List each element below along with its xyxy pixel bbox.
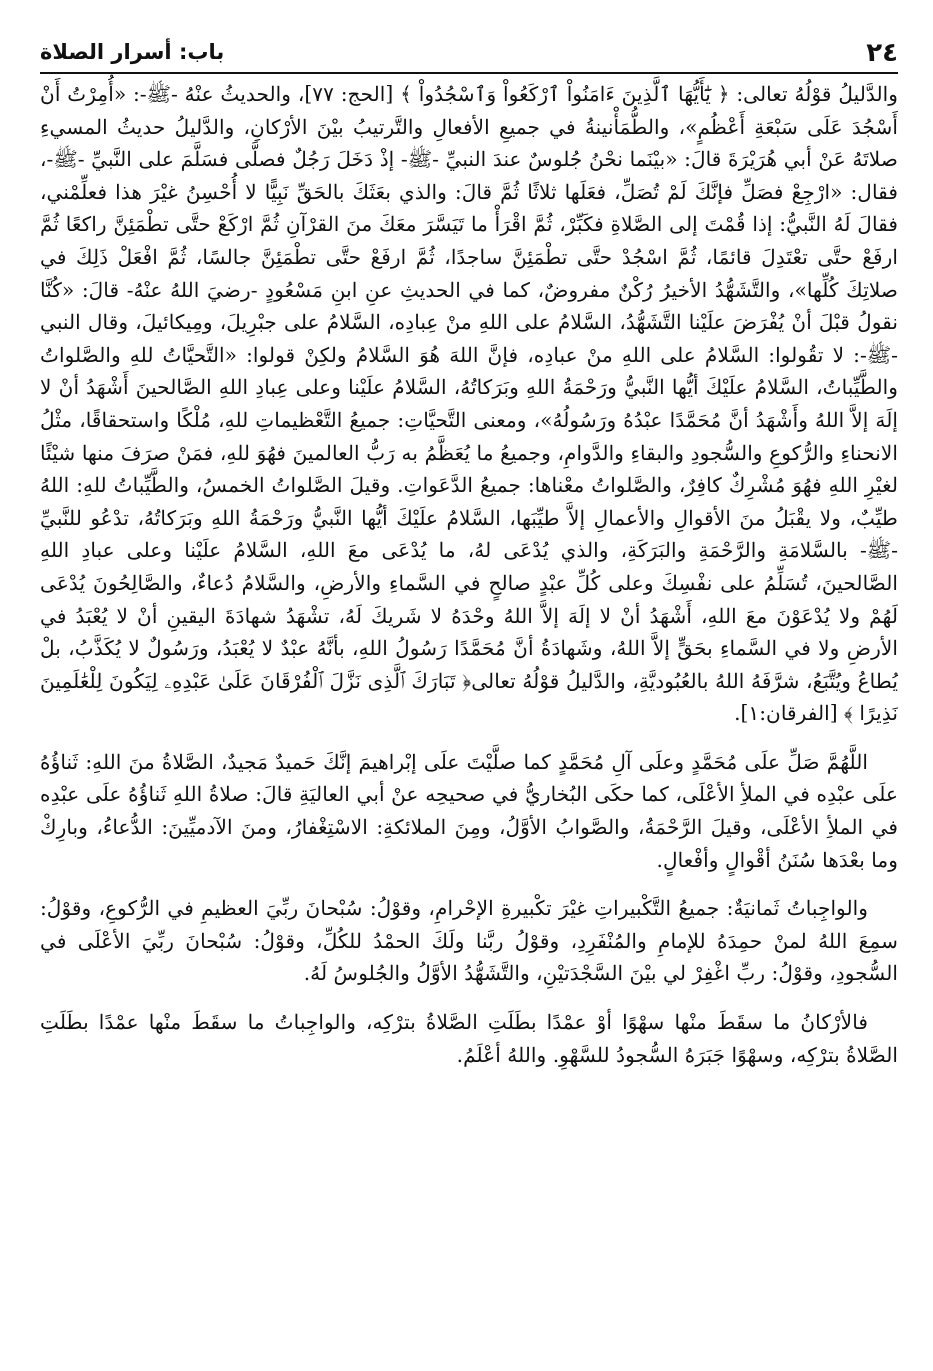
paragraph-wajibat: والواجِباتُ ثَمانيَةٌ: جميعُ التَّكْبيراتِ غيْرَ تكْبيرةِ الإحْرامِ، وقوْلُ: سُبْحانَ ربِّيَ العظيمِ في الرُّكوعِ، وقوْلُ: سمِعَ اللهُ لمنْ حمِدَهُ للإمامِ والمُنْفَرِدِ، وقوْلُ ربَّنا ولَكَ الحمْدُ للكُلِّ، وقوْلُ: سُبْحانَ ربِّيَ الأعْلَى في السُّجودِ، وقوْلُ: ربِّ اغْفِرْ لي بيْنَ السَّجْدَتيْنِ، والتَّشَهُّدُ الأوَّلُ والجُلوسُ لَهُ.: [40, 896, 898, 986]
page-number: ٢٤: [866, 38, 898, 68]
page-header: [40, 38, 898, 72]
paragraph-salat-ala-nabi: اللَّهُمَّ صَلِّ علَى مُحَمَّدٍ وعلَى آلِ مُحَمَّدٍ كما صلَّيْتَ علَى إبْراهيمَ إنَّكَ حَميدٌ مَجيدٌ، الصَّلاةُ منَ اللهِ: ثَناؤُهُ علَى عبْدِه في الملأِ الأعْلَى، كما حكَى البُخاريُّ في صحيحِه عنْ أبي العاليَةِ قالَ: صلاةُ اللهِ ثَناؤُهُ علَى عبْدِه في الملأِ الأعْلَى، وقيلَ الرَّحْمَةُ، والصَّوابُ الأوَّلُ، ومِنَ الملائكةِ: الاسْتِغْفارُ، ومنَ الآدميِّينَ: الدُّعاءُ، وبارِكْ وما بعْدَها سُنَنُ أقْوالٍ وأفْعالٍ.: [40, 749, 898, 872]
paragraph-evidence-and-tashahhud: والدَّليلُ قوْلُهُ تعالى: ﴿ يَٰٓأَيُّهَا ٱلَّذِينَ ءَامَنُواْ ٱرْكَعُواْ وَٱسْجُدُواْ ﴾ [الحج: ٧٧]، والحديثُ عنْهُ -ﷺ-: «أُمِرْتُ أَنْ أَسْجُدَ عَلَى سَبْعَةِ أَعْظُمٍ»، والطُّمَأْنينةُ في جميعِ الأفعالِ والتَّرتيبُ بيْنَ الأرْكانِ، والدَّليلُ حديثُ المسيءِ صلاتَهُ عَنْ أبي هُرَيْرَةَ قالَ: «بيْنَما نحْنُ جُلوسٌ عندَ النبيِّ -ﷺ- إذْ دَخَلَ رَجُلٌ فصلَّى فسَلَّمَ على النَّبيِّ -ﷺ-، فقال: «ارْجِعْ فصَلِّ فإنَّكَ لَمْ تُصَلِّ، فعَلَها ثلاثًا ثُمَّ قالَ: والذي بعَثَكَ بالحَقِّ نَبِيًّا لا أُحْسِنُ غيْرَ هذا فعلِّمْني، فقالَ لَهُ النَّبيُّ: إذا قُمْتَ إلى الصَّلاةِ فكَبِّرْ، ثُمَّ اقْرَأْ ما تَيَسَّرَ معَكَ منَ القرْآنِ ثُمَّ ارْكَعْ حتَّى تطْمَئِنَّ راكعًا ثُمَّ ارفَعْ حتَّى تعْتَدِلَ قائمًا، ثُمَّ اسْجُدْ حتَّى تطْمَئِنَّ ساجدًا، ثُمَّ ارفَعْ حتَّى تطْمَئِنَّ جالسًا، ثُمَّ افْعَلْ ذَلِكَ في صلاتِكَ كُلِّها»، والتَّشَهُّدُ الأخيرُ رُكْنٌ مفروضٌ، كما في الحديثِ عنِ ابنِ مَسْعُودٍ -رضيَ اللهُ عنْهُ- قالَ: «كُنَّا نقولُ قبْلَ أنْ يُفْرَضَ علَيْنا التَّشَهُّدُ، السَّلامُ على اللهِ منْ عِبادِه، السَّلامُ على جبْرِيلَ، ومِيكائيلَ، وقال النبي -ﷺ-: لا تقُولوا: السَّلامُ على اللهِ منْ عبادِه، فإنَّ اللهَ هُوَ السَّلامُ ولكِنْ قولوا: «التَّحيَّاتُ للهِ والصَّلواتُ والطَّيِّباتُ، السَّلامُ علَيْكَ أيُّها النَّبيُّ ورَحْمَةُ اللهِ وبَرَكاتُهُ، السَّلامُ علَيْنا وعلى عِبادِ اللهِ الصَّالحينَ أَشْهَدُ أنْ لا إلَهَ إلاَّ اللهُ وأَشْهَدُ أنَّ مُحَمَّدًا عبْدُهُ ورَسُولُهُ»، ومعنى التَّحيَّاتِ: جميعُ التَّعْظيماتِ للهِ، مُلْكًا واستحقاقًا، مثْلُ الانحناءِ والرُّكوعِ والسُّجودِ والبقاءِ والدَّوامِ، وجميعُ ما يُعَظَّمُ به رَبُّ العالمينَ فهُوَ للهِ، فمَنْ صرَفَ منها شيْئًا لغيْرِ اللهِ فهُوَ مُشْرِكٌ كافِرٌ، والصَّلواتُ معْناها: جميعُ الدَّعَواتِ. وقيلَ الصَّلواتُ الخمسُ، والطَّيِّباتُ للهِ: اللهُ طيِّبٌ، ولا يقْبَلُ منَ الأقوالِ والأعمالِ إلاَّ طيِّبَها، السَّلامُ علَيْكَ أيُّها النَّبيُّ ورَحْمَةُ اللهِ وبَرَكاتُهُ، تدْعُو للنَّبيِّ -ﷺ- بالسَّلامَةِ والرَّحْمَةِ والبَرَكَةِ، والذي يُدْعَى لهُ، ما يُدْعَى معَ اللهِ، السَّلامُ علَيْنا وعلى عبادِ اللهِ الصَّالحينَ، تُسَلِّمُ على نفْسِكَ وعلى كُلِّ عبْدٍ صالحٍ في السَّماءِ والأرضِ، والسَّلامُ دُعاءٌ، والصَّالِحُونَ يُدْعَى لَهُمْ ولا يُدْعَوْنَ معَ اللهِ، أَشْهَدُ أنْ لا إلَهَ إلاَّ اللهُ وحْدَهُ لا شَريكَ لَهُ، تشْهَدُ شهادَةَ اليقينِ أنْ لا يُعْبَدُ في الأرضِ ولا في السَّماءِ بحَقٍّ إلاَّ اللهُ، وشَهادَةُ أنَّ مُحَمَّدًا رَسُولُ اللهِ، بأنَّهُ عبْدٌ لا يُعْبَدُ، ورَسُولٌ لا يُكَذَّبُ، بلْ يُطاعُ ويُتَّبَعُ، شرَّفَهُ اللهُ بالعُبُوديَّةِ، والدَّليلُ قوْلُهُ تعالى﴿ تَبَارَكَ ٱلَّذِى نَزَّلَ ٱلْفُرْقَانَ عَلَىٰ عَبْدِهِۦ لِيَكُونَ لِلْعَٰلَمِينَ نَذِيرًا ﴾ [الفرقان:١].: [40, 82, 898, 726]
header-divider: [40, 72, 898, 74]
book-page: [40, 0, 898, 1371]
running-title: باب: أسرار الصلاة: [40, 40, 225, 64]
paragraph-arkan-summary: فالأرْكانُ ما سقَطَ منْها سهْوًا أوْ عمْدًا بطَلَتِ الصَّلاةُ بترْكِه، والواجِباتُ ما سقَطَ منْها عمْدًا بطَلَتِ الصَّلاةُ بترْكِه، وسهْوًا جَبَرَهُ السُّجودُ للسَّهْوِ. واللهُ أعْلَمُ.: [40, 1010, 898, 1067]
page-body: [40, 78, 898, 1071]
